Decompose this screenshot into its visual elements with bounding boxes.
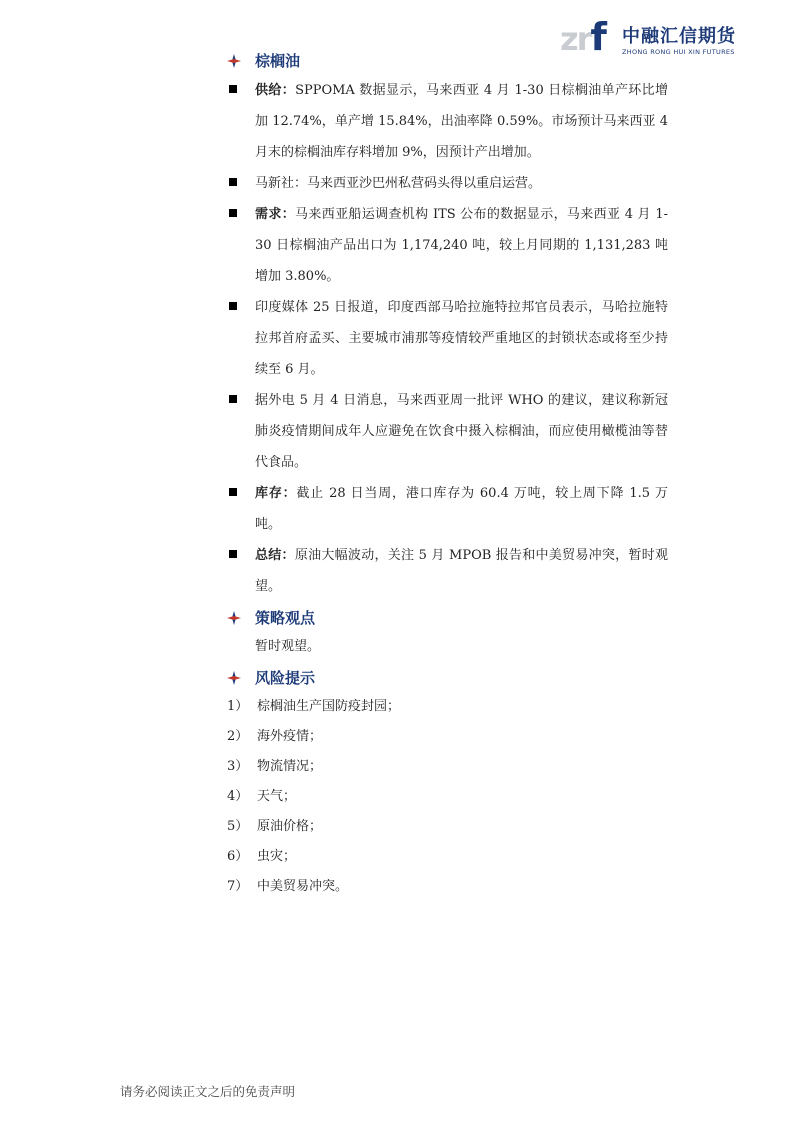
bullet-text: SPPOMA 数据显示，马来西亚 4 月 1-30 日棕榈油单产环比增加 12.74%，单产增 15.84%，出油率降 0.59%。市场预计马来西亚 4 月末的棕榈油库存料增加 9%，因预计产出增加。 <box>255 83 668 160</box>
bullet-square-icon <box>229 178 237 186</box>
logo-chinese-name: 中融汇信期货 <box>622 26 736 47</box>
list-item <box>225 199 670 292</box>
bullet-label: 库存： <box>255 486 297 501</box>
logo-mark: zrf <box>560 15 605 59</box>
bullet-label: 需求： <box>255 207 296 222</box>
list-item <box>225 782 670 812</box>
section-risk <box>225 662 670 692</box>
list-item <box>225 722 670 752</box>
bullet-text: 马来西亚船运调查机构 ITS 公布的数据显示，马来西亚 4 月 1-30 日棕榈油产品出口为 1,174,240 吨，较上月同期的 1,131,283 吨增加 3.80%。 <box>255 207 668 284</box>
list-item <box>225 842 670 872</box>
risk-number: 1） <box>227 699 249 714</box>
list-item <box>225 752 670 782</box>
bullet-square-icon <box>229 395 237 403</box>
risk-number: 4） <box>227 789 249 804</box>
bullet-square-icon <box>229 85 237 93</box>
risk-text: 物流情况； <box>257 759 323 774</box>
risk-text: 天气； <box>257 789 297 804</box>
bullet-label: 供给： <box>255 83 296 98</box>
bullet-text: 马新社：马来西亚沙巴州私营码头得以重启运营。 <box>255 176 542 191</box>
risk-text: 虫灾； <box>257 849 297 864</box>
risk-text: 棕榈油生产国防疫封园； <box>257 699 401 714</box>
risk-text: 原油价格； <box>257 819 323 834</box>
bullet-square-icon <box>229 209 237 217</box>
section-title: 棕榈油 <box>255 51 301 70</box>
list-item <box>225 540 670 602</box>
bullet-square-icon <box>229 550 237 558</box>
section-marker-icon <box>227 670 241 684</box>
risk-number: 3） <box>227 759 249 774</box>
risk-number: 2） <box>227 729 249 744</box>
risk-number: 5） <box>227 819 249 834</box>
logo-english-name: ZHONG RONG HUI XIN FUTURES <box>622 48 735 56</box>
risk-number: 6） <box>227 849 249 864</box>
bullet-list <box>225 75 670 602</box>
section-title: 风险提示 <box>255 668 316 687</box>
bullet-square-icon <box>229 488 237 496</box>
risk-number: 7） <box>227 879 249 894</box>
section-palm-oil <box>225 45 670 75</box>
list-item <box>225 292 670 385</box>
bullet-label: 总结： <box>255 548 295 563</box>
section-marker-icon <box>227 610 241 624</box>
footer-disclaimer: 请务必阅读正文之后的免责声明 <box>120 1084 296 1099</box>
list-item <box>225 692 670 722</box>
document-body <box>225 45 670 902</box>
risk-text: 中美贸易冲突。 <box>257 879 349 894</box>
risk-text: 海外疫情； <box>257 729 323 744</box>
list-item <box>225 385 670 478</box>
risk-list <box>225 692 670 902</box>
section-strategy <box>225 602 670 632</box>
list-item <box>225 168 670 199</box>
bullet-text: 据外电 5 月 4 日消息，马来西亚周一批评 WHO 的建议，建议称新冠肺炎疫情期间成年人应避免在饮食中摄入棕榈油，而应使用橄榄油等替代食品。 <box>255 393 668 470</box>
bullet-square-icon <box>229 302 237 310</box>
bullet-text: 印度媒体 25 日报道，印度西部马哈拉施特拉邦官员表示，马哈拉施特拉邦首府孟买、主要城市浦那等疫情较严重地区的封锁状态或将至少持续至 6 月。 <box>255 300 668 377</box>
section-marker-icon <box>227 53 241 67</box>
list-item <box>225 478 670 540</box>
bullet-text: 原油大幅波动，关注 5 月 MPOB 报告和中美贸易冲突，暂时观望。 <box>255 548 668 594</box>
strategy-text: 暂时观望。 <box>255 639 321 654</box>
list-item <box>225 812 670 842</box>
list-item <box>225 75 670 168</box>
list-item <box>225 872 670 902</box>
section-title: 策略观点 <box>255 608 316 627</box>
bullet-text: 截止 28 日当周，港口库存为 60.4 万吨，较上周下降 1.5 万吨。 <box>255 486 668 532</box>
